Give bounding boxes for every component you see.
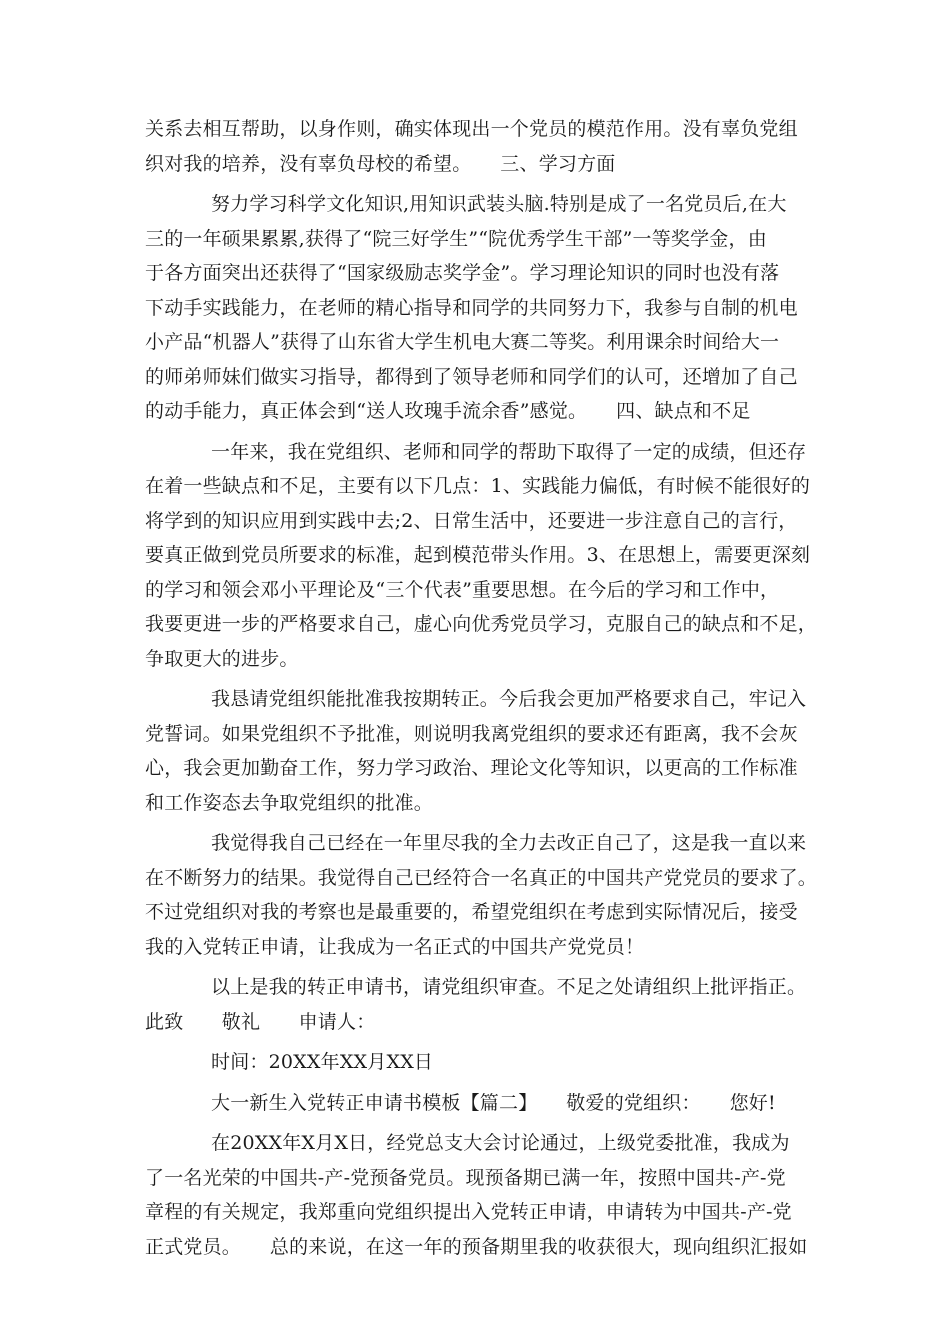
text-line: 以上是我的转正申请书，请党组织审查。不足之处请组织上批评指正。 xyxy=(211,976,807,998)
text-line: 将学到的知识应用到实践中去;2、日常生活中，还要进一步注意自己的言行， xyxy=(145,509,798,532)
text-line: 此致 敬礼 申请人： xyxy=(145,1010,376,1033)
text-line: 心，我会更加勤奋工作，努力学习政治、理论文化等知识，以更高的工作标准 xyxy=(145,757,798,779)
text-line: 的动手能力，真正体会到“送人玫瑰手流余香”感觉。 四、缺点和不足 xyxy=(145,400,751,422)
document-body xyxy=(145,112,818,1264)
text-line: 我恳请党组织能批准我按期转正。今后我会更加严格要求自己，牢记入 xyxy=(211,688,807,710)
text-line: 小产品“机器人”获得了山东省大学生机电大赛二等奖。利用课余时间给大一 xyxy=(145,331,780,353)
text-line: 一年来，我在党组织、老师和同学的帮助下取得了一定的成绩，但还存 xyxy=(211,440,807,463)
text-line: 和工作姿态去争取党组织的批准。 xyxy=(145,791,434,814)
para-request xyxy=(145,682,813,820)
text-line: 在20XX年X月X日，经党总支大会讨论通过，上级党委批准，我成为 xyxy=(211,1132,790,1154)
text-line: 时间：20XX年XX月XX日 xyxy=(211,1051,434,1073)
text-line: 织对我的培养，没有辜负母校的希望。 三、学习方面 xyxy=(145,152,616,175)
text-line: 争取更大的进步。 xyxy=(145,647,299,670)
text-line: 要真正做到党员所要求的标准，起到模范带头作用。3、在思想上，需要更深刻 xyxy=(145,544,811,566)
text-line: 于各方面突出还获得了“国家级励志奖学金”。学习理论知识的同时也没有落 xyxy=(145,262,780,284)
text-line: 党誓词。如果党组织不予批准，则说明我离党组织的要求还有距离，我不会灰 xyxy=(145,722,798,745)
text-line: 章程的有关规定，我郑重向党组织提出入党转正申请，申请转为中国共-产-党 xyxy=(145,1201,792,1223)
para-date xyxy=(145,1045,813,1080)
para-continuation xyxy=(145,112,813,181)
text-line: 了一名光荣的中国共-产-党预备党员。现预备期已满一年，按照中国共-产-党 xyxy=(145,1166,786,1189)
text-line: 在着一些缺点和不足，主要有以下几点：1、实践能力偏低，有时候不能很好的 xyxy=(145,475,811,497)
text-line: 不过党组织对我的考察也是最重要的，希望党组织在考虑到实际情况后，接受 xyxy=(145,901,798,923)
para-reflection xyxy=(145,826,818,964)
para-template-two-body xyxy=(145,1126,813,1264)
text-line: 三的一年硕果累累,获得了“院三好学生”“院优秀学生干部”一等奖学金，由 xyxy=(145,227,767,250)
para-shortcomings xyxy=(145,435,818,677)
text-line: 在不断努力的结果。我觉得自己已经符合一名真正的中国共产党党员的要求了。 xyxy=(145,866,818,889)
text-line: 努力学习科学文化知识,用知识武装头脑.特别是成了一名党员后,在大 xyxy=(211,193,787,215)
para-closing xyxy=(145,970,813,1039)
text-line: 的学习和领会邓小平理论及“三个代表”重要思想。在今后的学习和工作中， xyxy=(145,578,780,601)
text-line: 正式党员。 总的来说，在这一年的预备期里我的收获很大，现向组织汇报如 xyxy=(145,1235,808,1258)
text-line: 的师弟师妹们做实习指导，都得到了领导老师和同学们的认可，还增加了自己 xyxy=(145,365,798,388)
text-line: 我要更进一步的严格要求自己，虚心向优秀党员学习，克服自己的缺点和不足， xyxy=(145,613,818,635)
text-line: 我的入党转正申请，让我成为一名正式的中国共产党党员！ xyxy=(145,935,645,958)
text-line: 我觉得我自己已经在一年里尽我的全力去改正自己了，这是我一直以来 xyxy=(211,832,807,854)
text-line: 大一新生入党转正申请书模板【篇二】 敬爱的党组织： 您好! xyxy=(211,1091,776,1114)
text-line: 下动手实践能力，在老师的精心指导和同学的共同努力下，我参与自制的机电 xyxy=(145,296,798,319)
text-line: 关系去相互帮助，以身作则，确实体现出一个党员的模范作用。没有辜负党组 xyxy=(145,118,798,140)
para-study xyxy=(145,187,813,429)
para-template-two-header xyxy=(145,1086,813,1121)
